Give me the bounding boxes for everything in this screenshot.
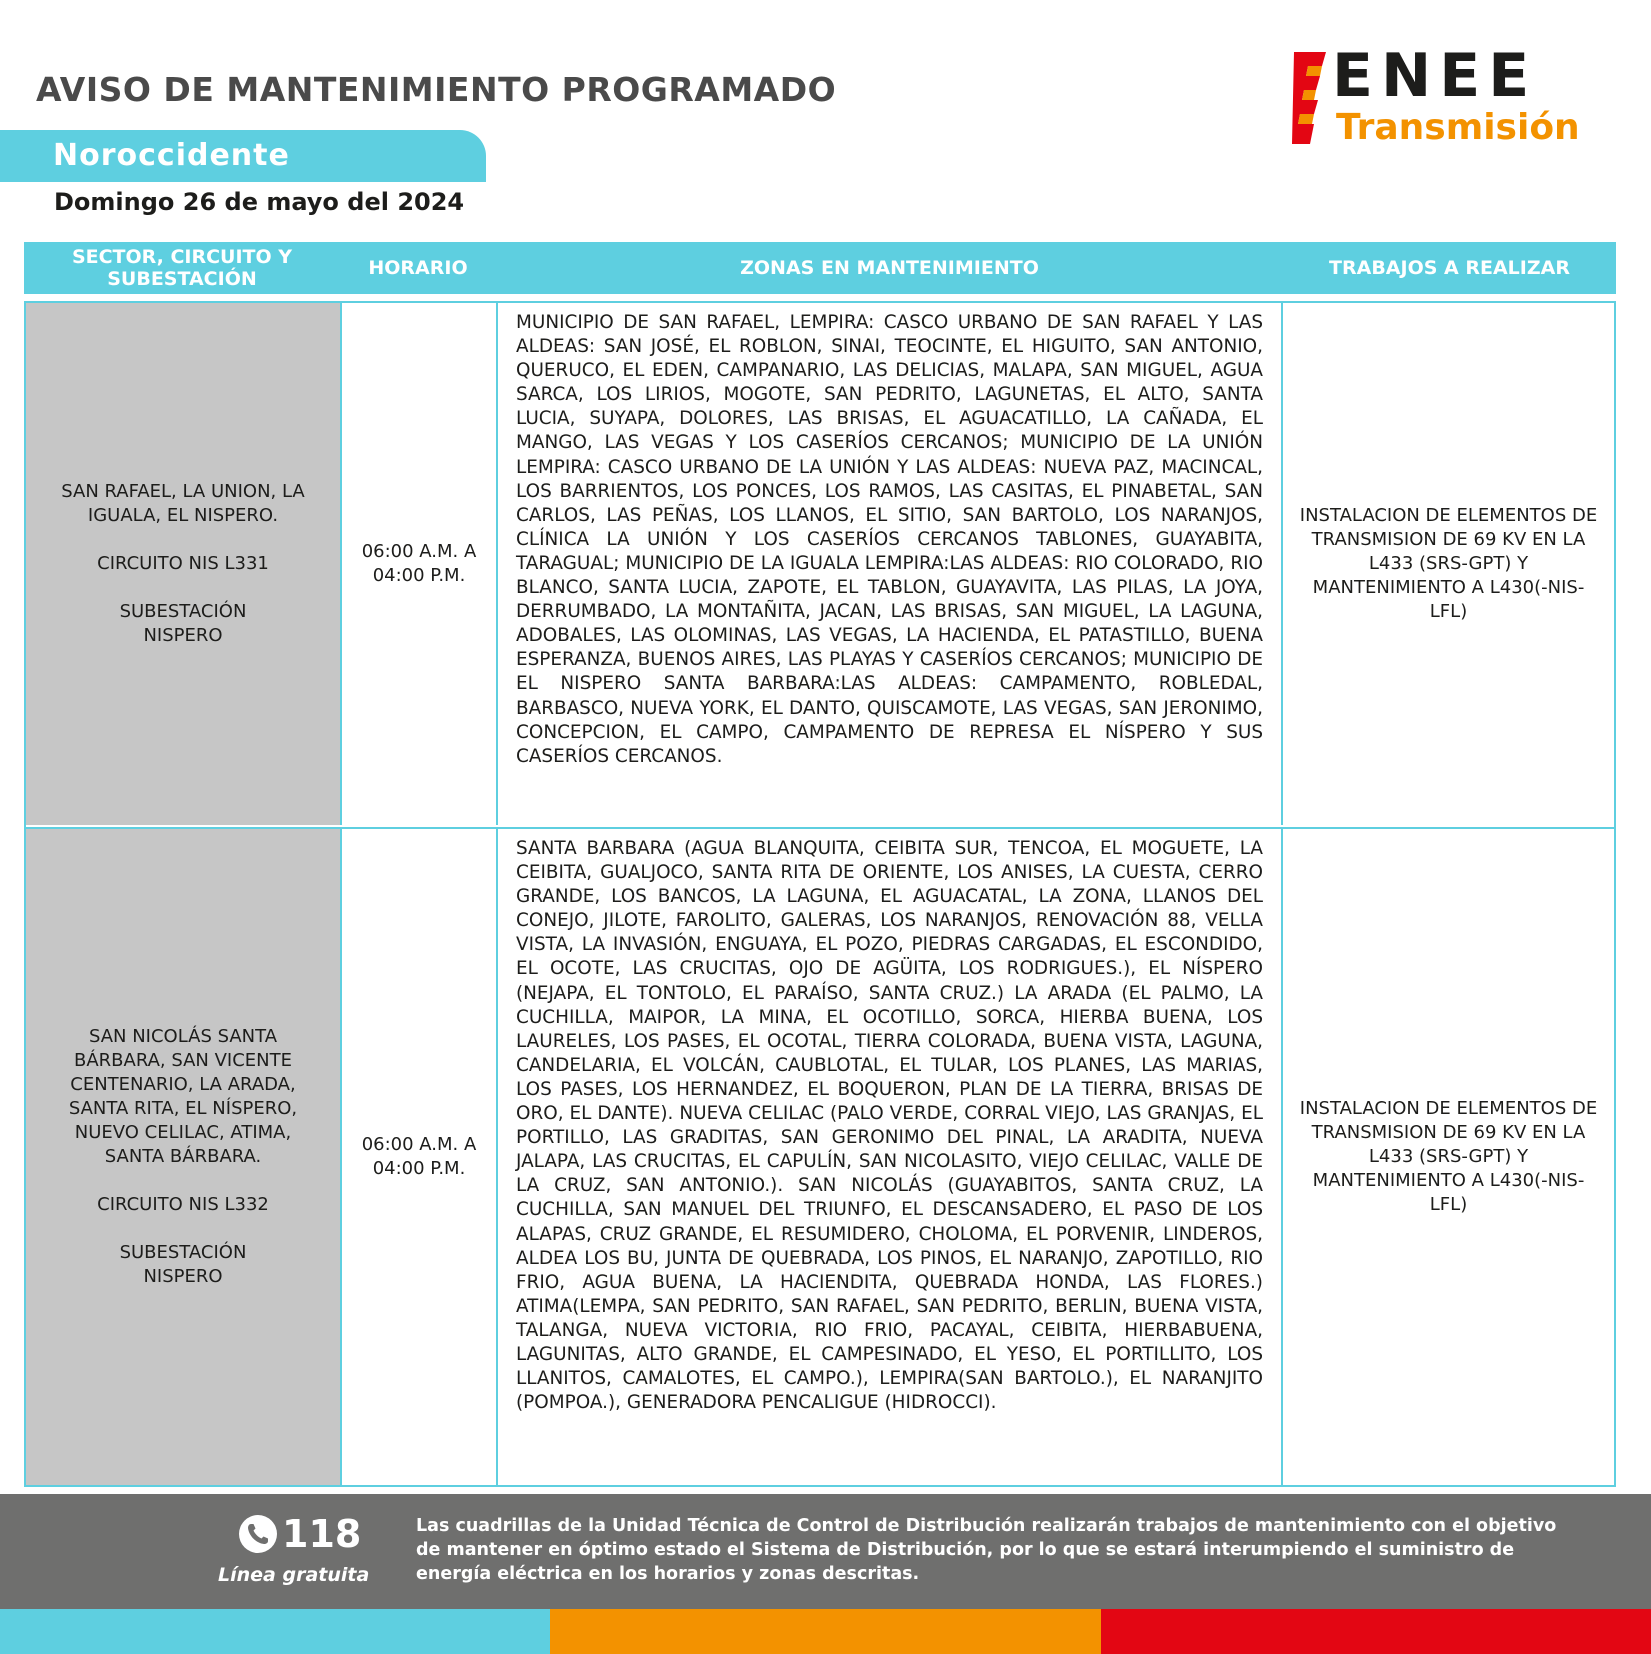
sector-cell bbox=[26, 303, 342, 825]
column-header-sector: SECTOR, CIRCUITO Y SUBESTACIÓN bbox=[71, 246, 293, 290]
hotline-caption: Línea gratuita bbox=[218, 1564, 370, 1586]
work-text: INSTALACION DE ELEMENTOS DE TRANSMISION DE 69 KV EN LA L433 (SRS-GPT) Y MANTENIMIENTO A L430(-NIS-LFL) bbox=[1299, 1098, 1598, 1215]
sector-names: SAN NICOLÁS SANTA BÁRBARA, SAN VICENTE CENTENARIO, LA ARADA, SANTA RITA, EL NÍSPERO, NUEVO CELILAC, ATIMA, SANTA BÁRBARA. bbox=[68, 1026, 298, 1167]
column-header-schedule: HORARIO bbox=[368, 257, 468, 279]
zones-cell bbox=[498, 303, 1283, 825]
region-label: Noroccidente bbox=[53, 138, 290, 173]
cyan-bar bbox=[0, 1609, 550, 1654]
red-bar bbox=[1101, 1609, 1651, 1654]
footer-notice: Las cuadrillas de la Unidad Técnica de Control de Distribución realizarán trabajos de mantenimiento con el objetivo de mantener en óptimo estado el Sistema de Distribución, por lo que se estará interumpiendo el suministro de energía eléctrica en los horarios y zonas descritas. bbox=[416, 1516, 1557, 1584]
enee-logo bbox=[1292, 41, 1612, 156]
logo-brand: ENEE bbox=[1332, 41, 1538, 111]
maintenance-date: Domingo 26 de mayo del 2024 bbox=[54, 188, 465, 216]
schedule-text: 06:00 A.M. A 04:00 P.M. bbox=[361, 541, 477, 586]
work-cell bbox=[1283, 829, 1614, 1485]
brand-color-bars bbox=[0, 1609, 1651, 1654]
logo-subtitle: Transmisión bbox=[1336, 107, 1580, 148]
circuit-label: CIRCUITO NIS L331 bbox=[97, 553, 269, 574]
work-cell bbox=[1283, 303, 1614, 825]
schedule-text: 06:00 A.M. A 04:00 P.M. bbox=[361, 1134, 477, 1179]
table-row bbox=[26, 827, 1614, 1485]
region-tab bbox=[0, 130, 486, 182]
zones-text: MUNICIPIO DE SAN RAFAEL, LEMPIRA: CASCO URBANO DE SAN RAFAEL Y LAS ALDEAS: SAN JOSÉ, EL ROBLON, SINAI, TEOCINTE, EL HIGUITO, SAN ANTONIO, QUERUCO, EL EDEN, CAMPANARIO, LAS DELICIAS, MALAPA, SAN MIGUEL, AGUA SARCA, LOS LIRIOS, MOGOTE, SAN PEDRITO, LAGUNETAS, EL ALTO, SANTA LUCIA, SUYAPA, DOLORES, LAS BRISAS, EL AGUACATILLO, LA CAÑADA, EL MANGO, LAS VEGAS Y LOS CASERÍOS CERCANOS; MUNICIPIO DE LA UNIÓN LEMPIRA: CASCO URBANO DE LA UNIÓN Y LAS ALDEAS: NUEVA PAZ, MACINCAL, LOS BARRIENTOS, LOS PONCES, LOS RAMOS, LAS CASITAS, EL PINABETAL, SAN CARLOS, LAS PEÑAS, LOS LLANOS, EL SITIO, SAN BARTOLO, LOS NARANJOS, CLÍNICA LA UNIÓN Y LOS CASERÍOS CERCANOS TABLONES, GUAYABITA, TARAGUAL; MUNICIPIO DE LA IGUALA LEMPIRA:LAS ALDEAS: RIO COLORADO, RIO BLANCO, SANTA LUCIA, ZAPOTE, EL TABLON, GUAYAVITA, LAS PILAS, LA JOYA, DERRUMBADO, LA MONTAÑITA, JACAN, LAS BRISAS, SAN MIGUEL, LA LAGUNA, ADOBALES, LAS OLOMINAS, LAS VEGAS, LA HACIENDA, EL PATASTILLO, BUENA ESPERANZA, BUENOS AIRES, LAS PLAYAS Y CASERÍOS CERCANOS; MUNICIPIO DE EL NISPERO SANTA BARBARA:LAS ALDEAS: CAMPAMENTO, ROBLEDAL, BARBASCO, NUEVA YORK, EL DANTO, QUISCAMOTE, LAS VEGAS, SAN JERONIMO, CONCEPCION, EL CAMPO, CAMPAMENTO DE REPRESA EL NÍSPERO Y SUS CASERÍOS CERCANOS. bbox=[516, 312, 1263, 767]
circuit-label: CIRCUITO NIS L332 bbox=[97, 1194, 269, 1215]
schedule-cell bbox=[342, 829, 498, 1485]
column-header-zones: ZONAS EN MANTENIMIENTO bbox=[740, 257, 1039, 279]
zones-text: SANTA BARBARA (AGUA BLANQUITA, CEIBITA SUR, TENCOA, EL MOGUETE, LA CEIBITA, GUALJOCO, SANTA RITA DE ORIENTE, LOS ANISES, LA CUESTA, CERRO GRANDE, LOS BANCOS, LA LAGUNA, EL AGUACATAL, LA ZONA, LLANOS DEL CONEJO, JILOTE, FAROLITO, GALERAS, LOS NARANJOS, RENOVACIÓN 88, VELLA VISTA, LA INVASIÓN, ENGUAYA, EL POZO, PIEDRAS CARGADAS, EL ESCONDIDO, EL OCOTE, LAS CRUCITAS, OJO DE AGÜITA, LOS RODRIGUES.), EL NÍSPERO (NEJAPA, EL TONTOLO, EL PARAÍSO, SANTA CRUZ.) LA ARADA (EL PALMO, LA CUCHILLA, MAIPOR, LA MINA, EL OCOTILLO, SORCA, HIERBA BUENA, LOS LAURELES, LOS PASES, EL OCOTAL, TIERRA COLORADA, BUENA VISTA, LAGUNA, CANDELARIA, EL VOLCÁN, CAUBLOTAL, EL TULAR, LOS PLANES, LAS MARIAS, LOS PASES, LOS HERNANDEZ, EL BOQUERON, PLAN DE LA TIERRA, BRISAS DE ORO, EL DANTE). NUEVA CELILAC (PALO VERDE, CORRAL VIEJO, LAS GRANJAS, EL PORTILLO, LAS GRADITAS, SAN GERONIMO DEL PINAL, LA ARADITA, NUEVA JALAPA, LAS CRUCITAS, EL CAPULÍN, SAN NICOLASITO, VIEJO CELILAC, VALLE DE LA CRUZ, SAN ANTONIO.). SAN NICOLÁS (GUAYABITOS, SANTA CRUZ, LA CUCHILLA, SAN MANUEL DEL TRIUNFO, EL DESCANSADERO, EL PASO DE LOS ALAPAS, CRUZ GRANDE, EL RESUMIDERO, CHOLOMA, EL PORVENIR, LINDEROS, ALDEA LOS BU, JUNTA DE QUEBRADA, LOS PINOS, EL NARANJO, ZAPOTILLO, RIO FRIO, AGUA BUENA, LA HACIENDITA, QUEBRADA HONDA, LAS FLORES.) ATIMA(LEMPA, SAN PEDRITO, SAN RAFAEL, SAN PEDRITO, BERLIN, BUENA VISTA, TALANGA, NUEVA VICTORIA, RIO FRIO, PACAYAL, CEIBITA, HIERBABUENA, LAGUNITAS, ALTO GRANDE, EL CAMPESINADO, EL YESO, EL PORTILLITO, LOS LLANITOS, CAMALOTES, EL CAMPO.), LEMPIRA(SAN BARTOLO.), EL NARANJITO (POMPOA.), GENERADORA PENCALIGUE (HIDROCCI). bbox=[516, 838, 1263, 1414]
substation-label: SUBESTACIÓN NISPERO bbox=[119, 1242, 247, 1287]
zones-cell bbox=[498, 829, 1283, 1485]
table-row bbox=[26, 303, 1614, 825]
sector-names: SAN RAFAEL, LA UNION, LA IGUALA, EL NISPERO. bbox=[61, 481, 305, 526]
page-title: AVISO DE MANTENIMIENTO PROGRAMADO bbox=[36, 70, 837, 109]
work-text: INSTALACION DE ELEMENTOS DE TRANSMISION DE 69 KV EN LA L433 (SRS-GPT) Y MANTENIMIENTO A L430(-NIS-LFL) bbox=[1299, 505, 1598, 622]
phone-icon bbox=[238, 1514, 278, 1554]
substation-label: SUBESTACIÓN NISPERO bbox=[119, 601, 247, 646]
enee-logo-mark-icon bbox=[1292, 52, 1328, 152]
sector-cell bbox=[26, 829, 342, 1485]
maintenance-table bbox=[24, 301, 1616, 1487]
hotline-number: 118 bbox=[282, 1512, 362, 1556]
schedule-cell bbox=[342, 303, 498, 825]
column-header-work: TRABAJOS A REALIZAR bbox=[1329, 257, 1570, 279]
footer bbox=[0, 1494, 1651, 1609]
orange-bar bbox=[550, 1609, 1100, 1654]
table-header bbox=[24, 242, 1616, 294]
